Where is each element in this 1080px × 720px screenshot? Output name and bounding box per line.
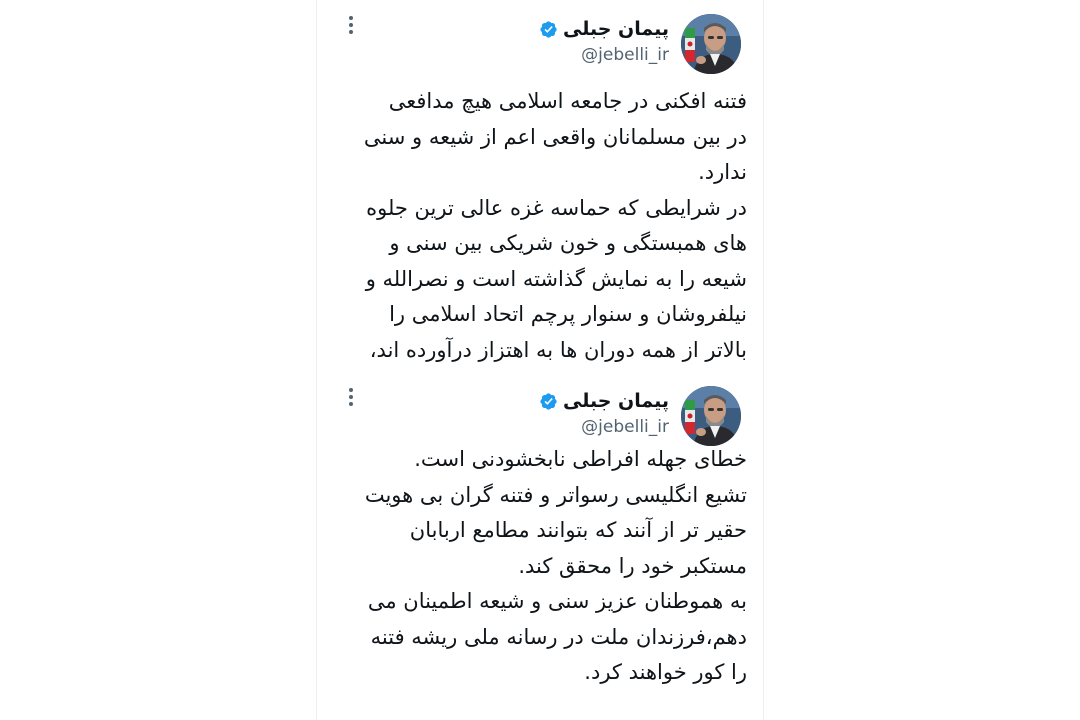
tweet-text-line: را کور خواهند کرد. [584, 660, 747, 684]
author-name-row[interactable] [539, 388, 669, 414]
tweet-text-line: در شرایطی که حماسه غزه عالی ترین جلوه [366, 195, 747, 220]
tweet-text-line: نیلفروشان و سنوار پرچم اتحاد اسلامی را [389, 302, 747, 326]
tweet-text [335, 84, 747, 368]
avatar[interactable] [681, 386, 741, 446]
tweet-thread [316, 0, 764, 720]
tweet-text [335, 442, 747, 691]
tweet-header [317, 14, 765, 78]
tweet-text-line: حقیر تر از آنند که بتوانند مطامع اربابان [409, 518, 747, 542]
tweet-text-line: به هموطنان عزیز سنی و شیعه اطمینان می [367, 589, 747, 613]
author-handle[interactable]: @jebelli_ir [581, 45, 669, 65]
verified-badge-icon [539, 20, 558, 39]
tweet[interactable] [317, 386, 765, 684]
author-handle[interactable]: @jebelli_ir [581, 417, 669, 437]
three-dots-vertical-icon[interactable] [343, 14, 359, 36]
tweet-text-line: های همبستگی و خون شریکی بین سنی و [389, 231, 747, 255]
author-display-name[interactable]: پیمان جبلی [562, 390, 669, 412]
person-portrait-icon [681, 14, 741, 74]
tweet-header [317, 386, 765, 450]
tweet-text-line: تشیع انگلیسی رسواتر و فتنه گران بی هویت [364, 482, 747, 507]
tweet-text-line: دهم،فرزندان ملت در رسانه ملی ریشه فتنه [370, 624, 747, 649]
tweet-text-line: مستکبر خود را محقق کند. [518, 553, 747, 578]
tweet[interactable] [317, 14, 765, 362]
three-dots-vertical-icon[interactable] [343, 386, 359, 408]
person-portrait-icon [681, 386, 741, 446]
author-display-name[interactable]: پیمان جبلی [562, 18, 669, 40]
tweet-text-line: فتنه افکنی در جامعه اسلامی هیچ مدافعی [388, 89, 747, 113]
tweet-text-line: بالاتر از همه دوران ها به اهتزاز درآورده اند، [369, 337, 747, 362]
avatar[interactable] [681, 14, 741, 74]
verified-badge-icon [539, 392, 558, 411]
tweet-text-line: شیعه را به نمایش گذاشته است و نصرالله و [365, 266, 747, 291]
tweet-text-line: ندارد. [698, 160, 747, 184]
tweet-text-line: در بین مسلمانان واقعی اعم از شیعه و سنی [363, 124, 747, 149]
tweet-text-line: خطای جهله افراطی نابخشودنی است. [414, 447, 747, 471]
author-name-row[interactable] [539, 16, 669, 42]
